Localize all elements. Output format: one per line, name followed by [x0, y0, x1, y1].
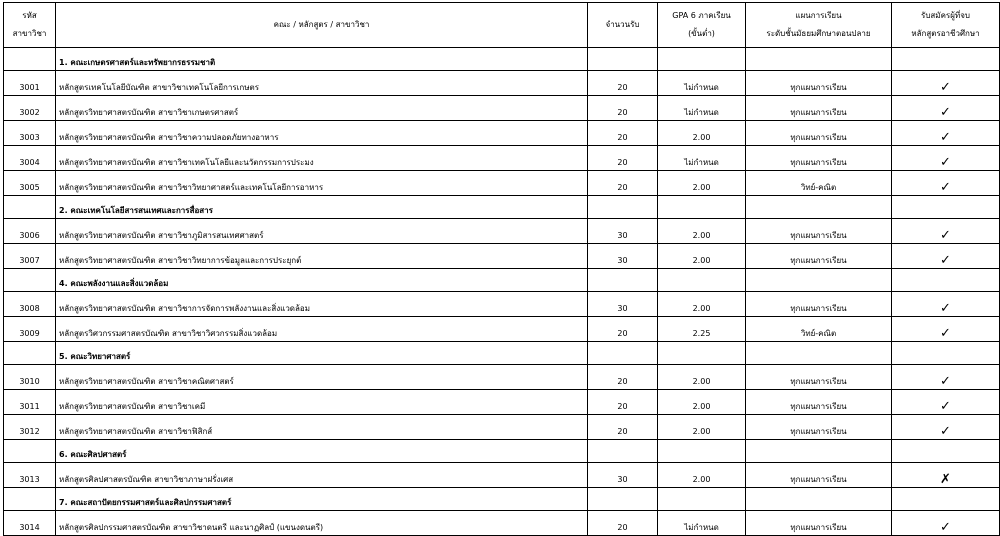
program-code: 3003	[4, 121, 56, 146]
header-row	[4, 3, 1000, 48]
faculty-blank-cell	[658, 488, 746, 511]
faculty-blank-cell	[588, 488, 658, 511]
gpa-value: ไม่กำหนด	[658, 71, 746, 96]
faculty-name: 4. คณะพลังงานและสิ่งแวดล้อม	[56, 269, 588, 292]
faculty-blank-cell	[746, 488, 892, 511]
faculty-blank-cell	[658, 196, 746, 219]
program-name: หลักสูตรวิทยาศาสตรบัณฑิต สาขาวิชาความปลอดภัยทางอาหาร	[56, 121, 588, 146]
gpa-value: ไม่กำหนด	[658, 511, 746, 536]
program-code: 3012	[4, 415, 56, 440]
faculty-blank-cell	[746, 440, 892, 463]
program-name: หลักสูตรเทคโนโลยีบัณฑิต สาขาวิชาเทคโนโลยีการเกษตร	[56, 71, 588, 96]
program-code: 3001	[4, 71, 56, 96]
header-vocational: รับสมัครผู้ที่จบ หลักสูตรอาชีวศึกษา	[892, 3, 1000, 48]
program-name: หลักสูตรศิลปกรรมศาสตรบัณฑิต สาขาวิชาดนตรี และนาฏศิลป์ (แขนงดนตรี)	[56, 511, 588, 536]
faculty-blank-cell	[658, 342, 746, 365]
faculty-row	[4, 342, 1000, 365]
study-plan: ทุกแผนการเรียน	[746, 365, 892, 390]
header-seats: จำนวนรับ	[588, 3, 658, 48]
program-code: 3004	[4, 146, 56, 171]
table-row	[4, 390, 1000, 415]
study-plan: ทุกแผนการเรียน	[746, 390, 892, 415]
seats-value: 20	[588, 146, 658, 171]
faculty-code-blank	[4, 440, 56, 463]
seats-value: 30	[588, 292, 658, 317]
program-code: 3013	[4, 463, 56, 488]
table-row	[4, 171, 1000, 196]
faculty-name: 6. คณะศิลปศาสตร์	[56, 440, 588, 463]
program-code: 3011	[4, 390, 56, 415]
seats-value: 20	[588, 171, 658, 196]
seats-value: 20	[588, 121, 658, 146]
program-code: 3008	[4, 292, 56, 317]
vocational-mark: ✓	[892, 171, 1000, 196]
faculty-blank-cell	[892, 488, 1000, 511]
program-name: หลักสูตรวิทยาศาสตรบัณฑิต สาขาวิชาเคมี	[56, 390, 588, 415]
program-name: หลักสูตรวิทยาศาสตรบัณฑิต สาขาวิชาเกษตรศาสตร์	[56, 96, 588, 121]
faculty-blank-cell	[892, 342, 1000, 365]
program-code: 3009	[4, 317, 56, 342]
faculty-blank-cell	[588, 48, 658, 71]
faculty-blank-cell	[658, 48, 746, 71]
table-row	[4, 121, 1000, 146]
program-name: หลักสูตรวิทยาศาสตรบัณฑิต สาขาวิชาวิทยาศาสตร์และเทคโนโลยีการอาหาร	[56, 171, 588, 196]
gpa-value: 2.25	[658, 317, 746, 342]
faculty-code-blank	[4, 342, 56, 365]
gpa-value: 2.00	[658, 121, 746, 146]
table-row	[4, 415, 1000, 440]
faculty-code-blank	[4, 488, 56, 511]
study-plan: ทุกแผนการเรียน	[746, 415, 892, 440]
seats-value: 20	[588, 317, 658, 342]
seats-value: 20	[588, 96, 658, 121]
vocational-mark: ✓	[892, 511, 1000, 536]
faculty-row	[4, 440, 1000, 463]
study-plan: ทุกแผนการเรียน	[746, 511, 892, 536]
program-code: 3006	[4, 219, 56, 244]
vocational-mark: ✓	[892, 219, 1000, 244]
header-program: คณะ / หลักสูตร / สาขาวิชา	[56, 3, 588, 48]
study-plan: ทุกแผนการเรียน	[746, 146, 892, 171]
faculty-name: 2. คณะเทคโนโลยีสารสนเทศและการสื่อสาร	[56, 196, 588, 219]
faculty-name: 1. คณะเกษตรศาสตร์และทรัพยากรธรรมชาติ	[56, 48, 588, 71]
faculty-name: 7. คณะสถาปัตยกรรมศาสตร์และศิลปกรรมศาสตร์	[56, 488, 588, 511]
faculty-blank-cell	[658, 269, 746, 292]
table-row	[4, 292, 1000, 317]
faculty-row	[4, 48, 1000, 71]
program-name: หลักสูตรศิลปศาสตรบัณฑิต สาขาวิชาภาษาฝรั่งเศส	[56, 463, 588, 488]
seats-value: 20	[588, 365, 658, 390]
table-row	[4, 96, 1000, 121]
table-body	[4, 48, 1000, 536]
table-row	[4, 146, 1000, 171]
study-plan: ทุกแผนการเรียน	[746, 463, 892, 488]
program-code: 3010	[4, 365, 56, 390]
vocational-mark: ✓	[892, 390, 1000, 415]
program-name: หลักสูตรวิทยาศาสตรบัณฑิต สาขาวิชาวิทยาการข้อมูลและการประยุกต์	[56, 244, 588, 269]
faculty-blank-cell	[892, 269, 1000, 292]
study-plan: ทุกแผนการเรียน	[746, 71, 892, 96]
table-row	[4, 317, 1000, 342]
table-row	[4, 463, 1000, 488]
faculty-blank-cell	[892, 440, 1000, 463]
study-plan: ทุกแผนการเรียน	[746, 244, 892, 269]
faculty-blank-cell	[588, 196, 658, 219]
faculty-code-blank	[4, 48, 56, 71]
seats-value: 20	[588, 71, 658, 96]
program-name: หลักสูตรวิทยาศาสตรบัณฑิต สาขาวิชาเทคโนโลยีและนวัตกรรมการประมง	[56, 146, 588, 171]
vocational-mark: ✗	[892, 463, 1000, 488]
vocational-mark: ✓	[892, 244, 1000, 269]
faculty-blank-cell	[892, 196, 1000, 219]
table-row	[4, 219, 1000, 244]
program-name: หลักสูตรวิทยาศาสตรบัณฑิต สาขาวิชาฟิสิกส์	[56, 415, 588, 440]
program-code: 3007	[4, 244, 56, 269]
program-name: หลักสูตรวิทยาศาสตรบัณฑิต สาขาวิชาการจัดการพลังงานและสิ่งแวดล้อม	[56, 292, 588, 317]
study-plan: ทุกแผนการเรียน	[746, 292, 892, 317]
faculty-row	[4, 196, 1000, 219]
gpa-value: 2.00	[658, 415, 746, 440]
seats-value: 30	[588, 219, 658, 244]
study-plan: ทุกแผนการเรียน	[746, 96, 892, 121]
program-name: หลักสูตรวิทยาศาสตรบัณฑิต สาขาวิชาภูมิสารสนเทศศาสตร์	[56, 219, 588, 244]
faculty-blank-cell	[746, 269, 892, 292]
gpa-value: 2.00	[658, 463, 746, 488]
faculty-row	[4, 269, 1000, 292]
study-plan: ทุกแผนการเรียน	[746, 219, 892, 244]
study-plan: วิทย์-คณิต	[746, 317, 892, 342]
vocational-mark: ✓	[892, 317, 1000, 342]
seats-value: 20	[588, 415, 658, 440]
seats-value: 30	[588, 463, 658, 488]
vocational-mark: ✓	[892, 146, 1000, 171]
faculty-code-blank	[4, 196, 56, 219]
faculty-name: 5. คณะวิทยาศาสตร์	[56, 342, 588, 365]
gpa-value: 2.00	[658, 219, 746, 244]
faculty-blank-cell	[588, 269, 658, 292]
table-row	[4, 71, 1000, 96]
study-plan: วิทย์-คณิต	[746, 171, 892, 196]
gpa-value: ไม่กำหนด	[658, 96, 746, 121]
table-row	[4, 244, 1000, 269]
header-code: รหัส สาขาวิชา	[4, 3, 56, 48]
table-row	[4, 365, 1000, 390]
table-row	[4, 511, 1000, 536]
program-code: 3005	[4, 171, 56, 196]
vocational-mark: ✓	[892, 292, 1000, 317]
gpa-value: 2.00	[658, 244, 746, 269]
faculty-blank-cell	[588, 440, 658, 463]
header-plan: แผนการเรียน ระดับชั้นมัธยมศึกษาตอนปลาย	[746, 3, 892, 48]
seats-value: 20	[588, 390, 658, 415]
faculty-blank-cell	[588, 342, 658, 365]
faculty-blank-cell	[658, 440, 746, 463]
faculty-blank-cell	[746, 342, 892, 365]
seats-value: 30	[588, 244, 658, 269]
faculty-code-blank	[4, 269, 56, 292]
program-name: หลักสูตรวิศวกรรมศาสตรบัณฑิต สาขาวิชาวิศวกรรมสิ่งแวดล้อม	[56, 317, 588, 342]
vocational-mark: ✓	[892, 121, 1000, 146]
vocational-mark: ✓	[892, 415, 1000, 440]
faculty-blank-cell	[746, 196, 892, 219]
program-code: 3014	[4, 511, 56, 536]
header-gpa: GPA 6 ภาคเรียน (ขั้นต่ำ)	[658, 3, 746, 48]
gpa-value: 2.00	[658, 292, 746, 317]
vocational-mark: ✓	[892, 96, 1000, 121]
vocational-mark: ✓	[892, 71, 1000, 96]
program-code: 3002	[4, 96, 56, 121]
study-plan: ทุกแผนการเรียน	[746, 121, 892, 146]
faculty-blank-cell	[746, 48, 892, 71]
gpa-value: 2.00	[658, 390, 746, 415]
faculty-row	[4, 488, 1000, 511]
seats-value: 20	[588, 511, 658, 536]
faculty-blank-cell	[892, 48, 1000, 71]
admission-table	[3, 2, 1000, 536]
gpa-value: 2.00	[658, 365, 746, 390]
vocational-mark: ✓	[892, 365, 1000, 390]
gpa-value: ไม่กำหนด	[658, 146, 746, 171]
gpa-value: 2.00	[658, 171, 746, 196]
program-name: หลักสูตรวิทยาศาสตรบัณฑิต สาขาวิชาคณิตศาสตร์	[56, 365, 588, 390]
